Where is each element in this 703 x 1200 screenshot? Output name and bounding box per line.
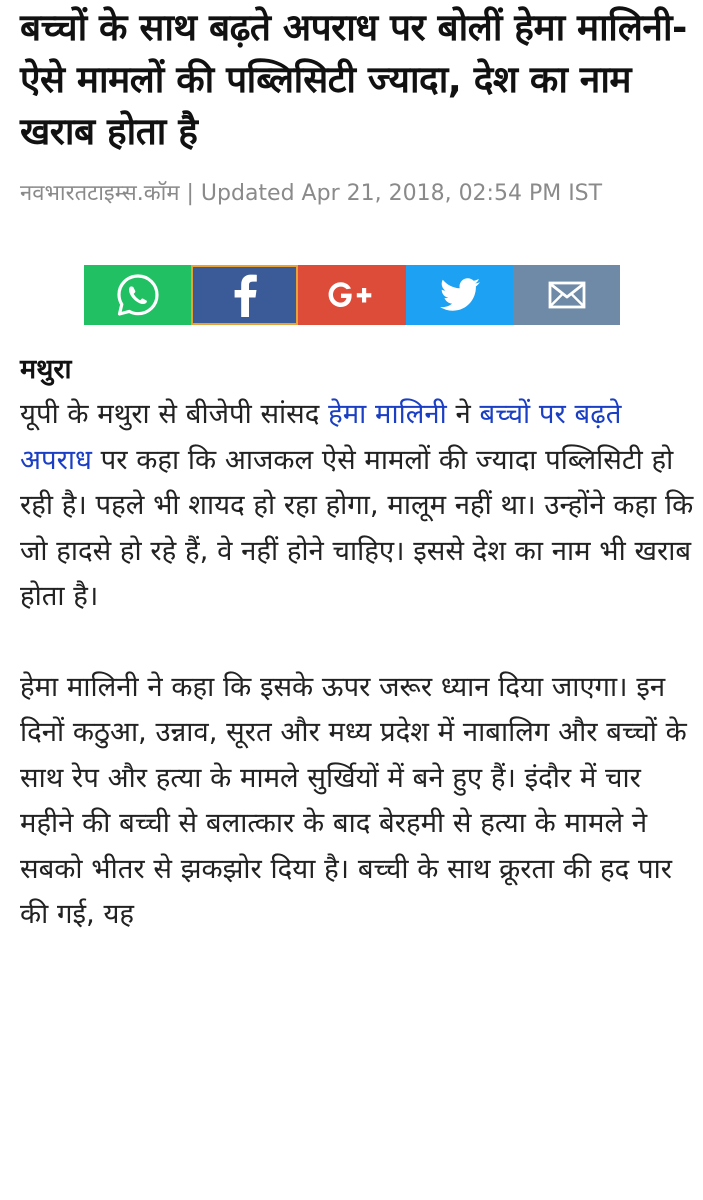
paragraph-text: पर कहा कि आजकल ऐसे मामलों की ज्यादा पब्लिसिटी हो रही है। पहले भी शायद हो रहा होगा, मालूम नहीं था। उन्होंने कहा कि जो हादसे हो रहे हैं, वे नहीं होने चाहिए। इससे देश का नाम भी खराब होता है। [20, 443, 694, 612]
paragraph-text: ने [446, 398, 480, 430]
meta-separator: | [186, 181, 194, 206]
dateline: मथुरा [20, 354, 72, 385]
share-whatsapp-button[interactable] [84, 265, 191, 325]
article-header [20, 0, 690, 209]
article-headline: बच्चों के साथ बढ़ते अपराध पर बोलीं हेमा मालिनी- ऐसे मामलों की पब्लिसिटी ज्यादा, देश का नाम खराब होता है [20, 6, 687, 153]
facebook-icon [232, 273, 258, 317]
paragraph-2: हेमा मालिनी ने कहा कि इसके ऊपर जरूर ध्यान दिया जाएगा। इन दिनों कठुआ, उन्नाव, सूरत और मध्य प्रदेश में नाबालिग और बच्चों के साथ रेप और हत्या के मामले सुर्खियों में बने हुए हैं। इंदौर में चार महीने की बच्ची से बलात्कार के बाद बेरहमी से हत्या के मामले ने सबको भीतर से झकझोर दिया है। बच्ची के साथ क्रूरता की हद पार की गई, यह [20, 670, 687, 930]
updated-timestamp: Updated Apr 21, 2018, 02:54 PM IST [200, 181, 603, 206]
paragraph-1 [20, 392, 695, 620]
article-body [20, 348, 695, 938]
share-bar [84, 265, 620, 325]
google-plus-icon [324, 278, 380, 312]
share-email-button[interactable] [513, 265, 620, 325]
whatsapp-icon [114, 271, 162, 319]
article-meta [20, 179, 690, 209]
link-crimes-against-children[interactable]: बच्चों पर बढ़ते अपराध [20, 398, 622, 476]
twitter-icon [439, 278, 481, 312]
share-facebook-button[interactable] [191, 265, 298, 325]
paragraph-text: यूपी के मथुरा से बीजेपी सांसद [20, 398, 329, 430]
source-name: नवभारतटाइम्स.कॉम [20, 181, 180, 206]
share-google-plus-button[interactable] [298, 265, 406, 325]
share-twitter-button[interactable] [406, 265, 513, 325]
link-hema-malini[interactable]: हेमा मालिनी [328, 398, 447, 430]
email-icon [548, 281, 586, 309]
